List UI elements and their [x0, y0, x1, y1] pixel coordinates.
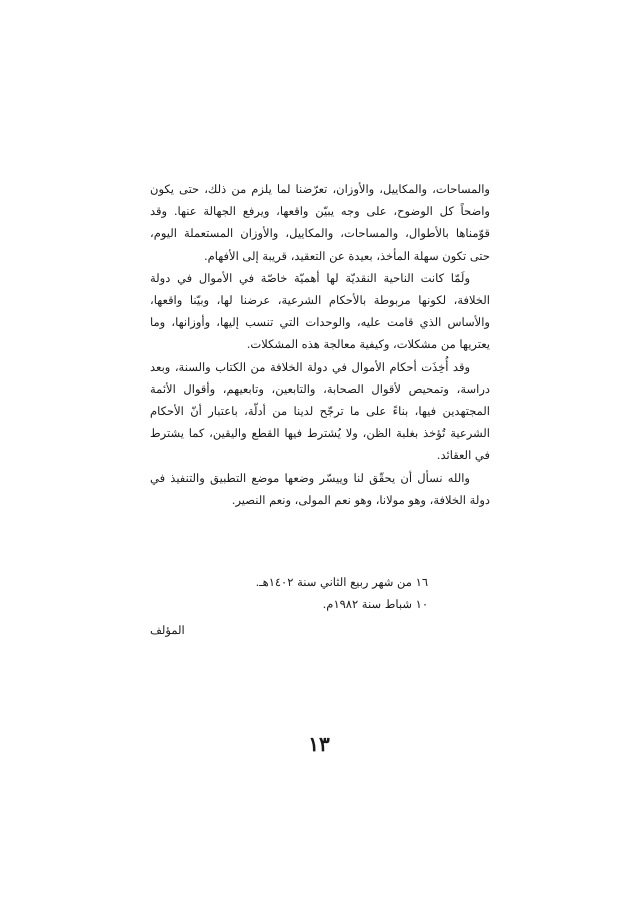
- paragraph-intro: والمساحات، والمكاييل، والأوزان، تعرّضنا لما يلزم من ذلك، حتى يكون واضحاً كل الوضوح، على وجه يبيّن واقعها، ويرفع الجهالة عنها. وقد قوّمناها بالأطوال، والمساحات، والمكاييل، والأوزان المستعملة اليوم، حتى تكون سهلة المأخذ، بعيدة عن التعقيد، قريبة إلى الأفهام.: [150, 182, 490, 263]
- date-block: [150, 571, 490, 615]
- paragraph-sources: وقد أُخِذَت أحكام الأموال في دولة الخلافة من الكتاب والسنة، وبعد دراسة، وتمحيص لأقوال الصحابة، والتابعين، وتابعيهم، وأقوال الأئمة المجتهدين فيها، بناءً على ما ترجّح لدينا من أدلّة، باعتبار أنّ الأحكام الشرعية تُؤخذ بغلبة الظن، ولا يُشترط فيها القطع واليقين، كما يشترط في العقائد.: [150, 359, 490, 463]
- gregorian-date: ١٠ شباط سنة ١٩٨٢م.: [322, 597, 428, 611]
- page-number: ١٣: [308, 732, 330, 756]
- author-signature: المؤلف: [150, 623, 185, 637]
- hijri-date: ١٦ من شهر ربيع الثاني سنة ١٤٠٢هـ.: [255, 575, 428, 589]
- body-text: [150, 178, 490, 511]
- paragraph-monetary: ولَمّا كانت الناحية النقديّة لها أهميّة خاصّة في الأموال في دولة الخلافة، لكونها مربوطة بالأحكام الشرعية، عرضنا لها، وبيّنا واقعها، والأساس الذي قامت عليه، والوحدات التي تنسب إليها، وأوزانها، وما يعتريها من مشكلات، وكيفية معالجة هذه المشكلات.: [150, 270, 490, 352]
- paragraph-prayer: والله نسأل أن يحقّق لنا وييسّر وضعها موضع التطبيق والتنفيذ في دولة الخلافة، وهو مولانا، وهو نعم المولى، ونعم النصير.: [150, 470, 490, 507]
